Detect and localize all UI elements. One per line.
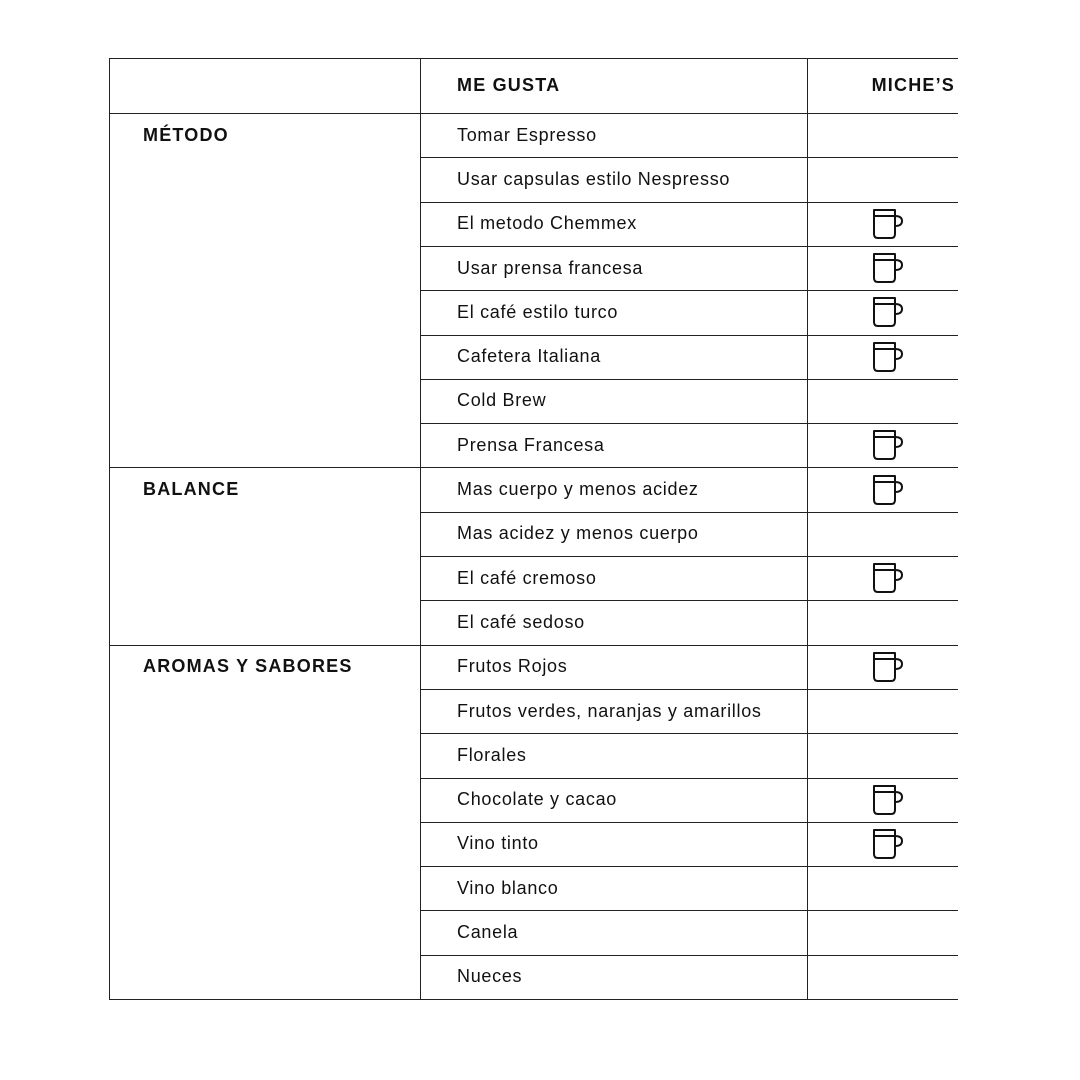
preference-item-label: Vino tinto [457,833,539,854]
preference-item-label: Cold Brew [457,390,547,411]
preference-item-label: Chocolate y cacao [457,789,617,810]
section-category: BALANCE [143,479,240,500]
preference-item-label: Vino blanco [457,877,559,898]
preference-item-label: El metodo Chemmex [457,213,637,234]
preference-item-label: Nueces [457,966,523,987]
coffee-cup-icon [870,828,904,860]
preference-item-label: Frutos Rojos [457,656,568,677]
coffee-cup-icon [870,474,904,506]
section-category: MÉTODO [143,124,229,145]
coffee-cup-icon [870,252,904,284]
preference-item-label: El café sedoso [457,611,585,632]
coffee-cup-icon [870,429,904,461]
table-rule [109,999,958,1000]
preference-item-label: Mas cuerpo y menos acidez [457,479,699,500]
preference-item-label: Florales [457,744,527,765]
header-category [143,58,420,113]
preference-item-label: El café cremoso [457,567,597,588]
preference-item-label: Mas acidez y menos cuerpo [457,523,699,544]
preference-item-label: El café estilo turco [457,301,619,322]
preference-item-label: Canela [457,922,519,943]
section-category: AROMAS Y SABORES [143,656,353,677]
preference-item-label: Prensa Francesa [457,434,605,455]
coffee-cup-icon [870,296,904,328]
header-miches: MICHE’S [871,75,955,95]
header-me-gusta: ME GUSTA [457,75,561,95]
coffee-cup-icon [870,651,904,683]
table-column-rule [807,58,808,999]
preference-item-label: Usar capsulas estilo Nespresso [457,168,731,189]
table-column-rule [420,58,421,999]
coffee-cup-icon [870,208,904,240]
preference-item-label: Frutos verdes, naranjas y amarillos [457,700,762,721]
preference-item-label: Cafetera Italiana [457,346,601,367]
preference-item-label: Usar prensa francesa [457,257,644,278]
preferences-table [109,58,957,999]
preference-item-label: Tomar Espresso [457,124,597,145]
coffee-cup-icon [870,784,904,816]
table-column-rule [109,58,110,999]
coffee-cup-icon [870,341,904,373]
coffee-cup-icon [870,562,904,594]
